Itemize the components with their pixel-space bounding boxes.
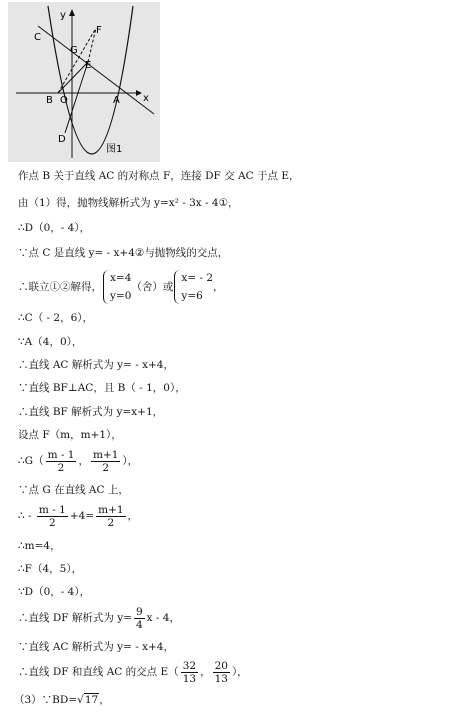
numerator: 32 (182, 659, 197, 672)
fraction (181, 660, 198, 685)
system1-eq2: y=0 (110, 290, 132, 302)
denominator: 2 (107, 516, 115, 529)
solution-line-10: ∴直线 BF 解析式为 y=x+1， (18, 406, 164, 418)
denominator: 2 (49, 516, 56, 529)
numerator: m - 1 (47, 448, 75, 461)
denominator: 4 (135, 618, 143, 631)
solution-line-20 (18, 657, 248, 687)
solution-line-12 (18, 446, 138, 476)
label-e: E (85, 60, 92, 71)
solution-line-17: ∵D（0，- 4）， (18, 586, 91, 598)
solution-line-4: ∵点 C 是直线 y= - x+4②与抛物线的交点， (18, 247, 229, 259)
parabola-figure (8, 2, 160, 162)
solution-line-6: ∴C（ - 2，6）， (18, 312, 94, 324)
solution-line-15: ∴m=4， (18, 540, 61, 552)
line20-prefix: ∴直线 DF 和直线 AC 的交点 E（ (18, 666, 179, 678)
line14-prefix: ∴ - (18, 510, 35, 522)
solution-line-7: ∵A（4，0）， (18, 336, 83, 348)
solution-line-8: ∴直线 AC 解析式为 y= - x+4， (18, 359, 174, 371)
figure-background (8, 2, 160, 162)
denominator: 2 (57, 461, 65, 474)
line5-mid: （舍）或 (131, 281, 174, 293)
solution-line-19: ∵直线 AC 解析式为 y= - x+4， (18, 641, 174, 653)
equation-system-1 (102, 269, 131, 305)
fraction (46, 449, 77, 474)
numerator: 9 (135, 605, 143, 618)
line20-sep: ， (200, 666, 211, 678)
denominator: 13 (214, 672, 228, 685)
line12-suffix: ）， (122, 455, 139, 467)
solution-line-13: ∵点 G 在直线 AC 上， (18, 484, 129, 496)
fraction (134, 606, 145, 631)
line18-prefix: ∴直线 DF 解析式为 y= (18, 612, 132, 624)
label-y: y (60, 10, 66, 21)
denominator: 13 (182, 672, 197, 685)
fraction (37, 504, 68, 529)
label-c: C (34, 32, 41, 43)
numerator: m+1 (92, 448, 119, 461)
solution-line-5 (18, 268, 224, 306)
line21-prefix: （3）∵BD= (14, 694, 78, 706)
label-f: F (96, 25, 102, 36)
line21-suffix: ， (99, 694, 110, 706)
fraction (91, 449, 120, 474)
label-g: G (70, 45, 78, 56)
solution-line-18 (18, 603, 180, 633)
label-x: x (143, 93, 149, 104)
label-d: D (58, 134, 66, 145)
solution-line-9: ∵直线 BF⊥AC，且 B（ - 1，0）， (18, 382, 186, 394)
denominator: 2 (102, 461, 110, 474)
line5-prefix: ∴联立①②解得， (18, 281, 102, 293)
line18-suffix: x - 4， (146, 612, 180, 624)
solution-line-21: （3）∵BD=√17， (14, 694, 110, 706)
solution-line-16: ∴F（4，5）， (18, 563, 83, 575)
figure-caption: 图1 (106, 144, 123, 155)
line20-suffix: ）， (231, 666, 248, 678)
line14-suffix: ， (127, 510, 138, 522)
solution-line-3: ∴D（0，- 4）， (18, 222, 91, 234)
solution-line-11: 设点 F（m，m+1）， (18, 429, 122, 441)
fraction (96, 504, 125, 529)
numerator: m - 1 (38, 503, 66, 516)
system2-eq1: x= - 2 (181, 272, 214, 284)
numerator: m+1 (98, 503, 124, 516)
label-o: O (60, 95, 68, 106)
line14-mid: +4= (69, 510, 95, 522)
label-a: A (113, 95, 120, 106)
label-b: B (46, 95, 53, 106)
line12-sep: ， (78, 455, 89, 467)
sqrt-radicand: 17 (84, 694, 99, 706)
system2-eq2: y=6 (181, 290, 203, 302)
numerator: 20 (214, 659, 228, 672)
solution-line-2: 由（1）得，抛物线解析式为 y=x² - 3x - 4①， (18, 197, 239, 209)
line12-prefix: ∴G（ (18, 455, 44, 467)
fraction (213, 660, 230, 685)
system1-eq1: x=4 (110, 272, 132, 284)
line5-suffix: ， (213, 281, 224, 293)
equation-system-2 (173, 269, 213, 305)
solution-line-1: 作点 B 关于直线 AC 的对称点 F，连接 DF 交 AC 于点 E， (18, 170, 300, 182)
solution-line-14 (18, 501, 138, 531)
